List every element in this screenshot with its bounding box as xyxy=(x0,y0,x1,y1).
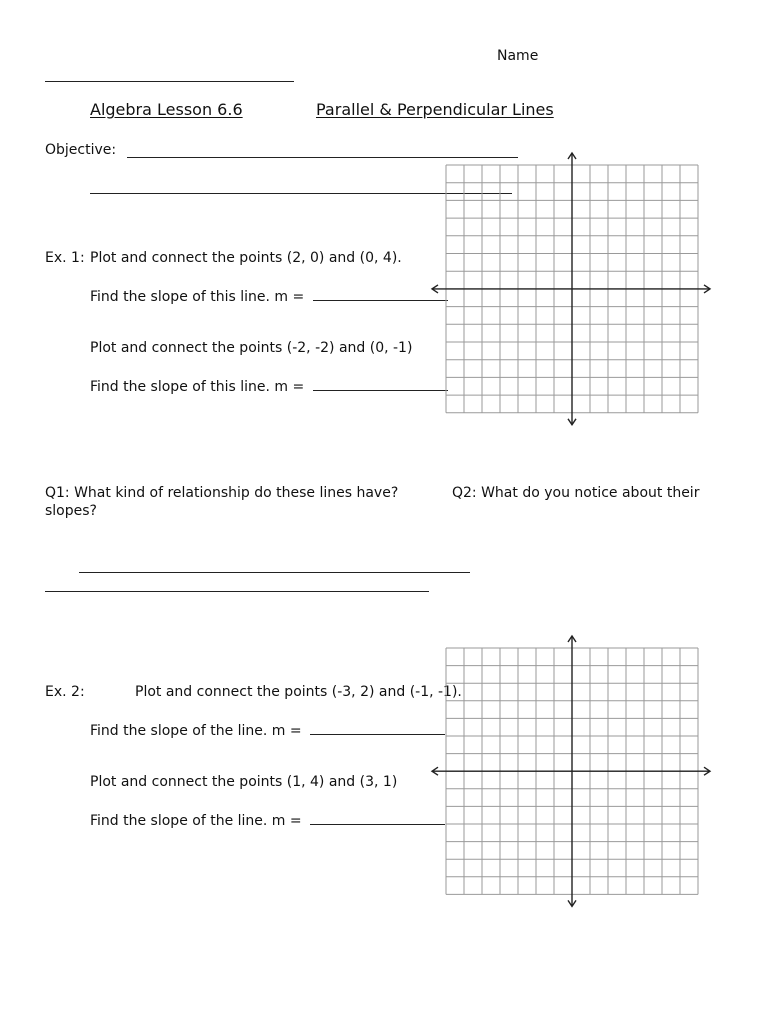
ex1-slope-text-1: Find the slope of this line. m = xyxy=(90,289,305,305)
ex2-slope-text-1: Find the slope of the line. m = xyxy=(90,723,302,739)
ex1-slope-text-2: Find the slope of this line. m = xyxy=(90,379,305,395)
lesson-title: Algebra Lesson 6.6 xyxy=(90,100,243,119)
question-1: Q1: What kind of relationship do these lines have? xyxy=(45,485,399,501)
ex2-plot-instruction-1: Plot and connect the points (-3, 2) and (-1, -1). xyxy=(135,684,462,700)
ex2-plot-instruction-2: Plot and connect the points (1, 4) and (3, 1) xyxy=(90,774,398,790)
ex1-plot-instruction-2: Plot and connect the points (-2, -2) and (0, -1) xyxy=(90,340,413,356)
question-2-continued: slopes? xyxy=(45,503,97,519)
ex2-label: Ex. 2: xyxy=(45,684,85,700)
ex1-label: Ex. 1: xyxy=(45,250,85,266)
ex2-slope-text-2: Find the slope of the line. m = xyxy=(90,813,302,829)
ex1-plot-instruction-1: Plot and connect the points (2, 0) and (0, 4). xyxy=(90,250,402,266)
question-2: Q2: What do you notice about their xyxy=(452,485,700,501)
name-label: Name xyxy=(497,48,539,64)
objective-label: Objective: xyxy=(45,142,117,158)
topic-title: Parallel & Perpendicular Lines xyxy=(316,100,554,119)
